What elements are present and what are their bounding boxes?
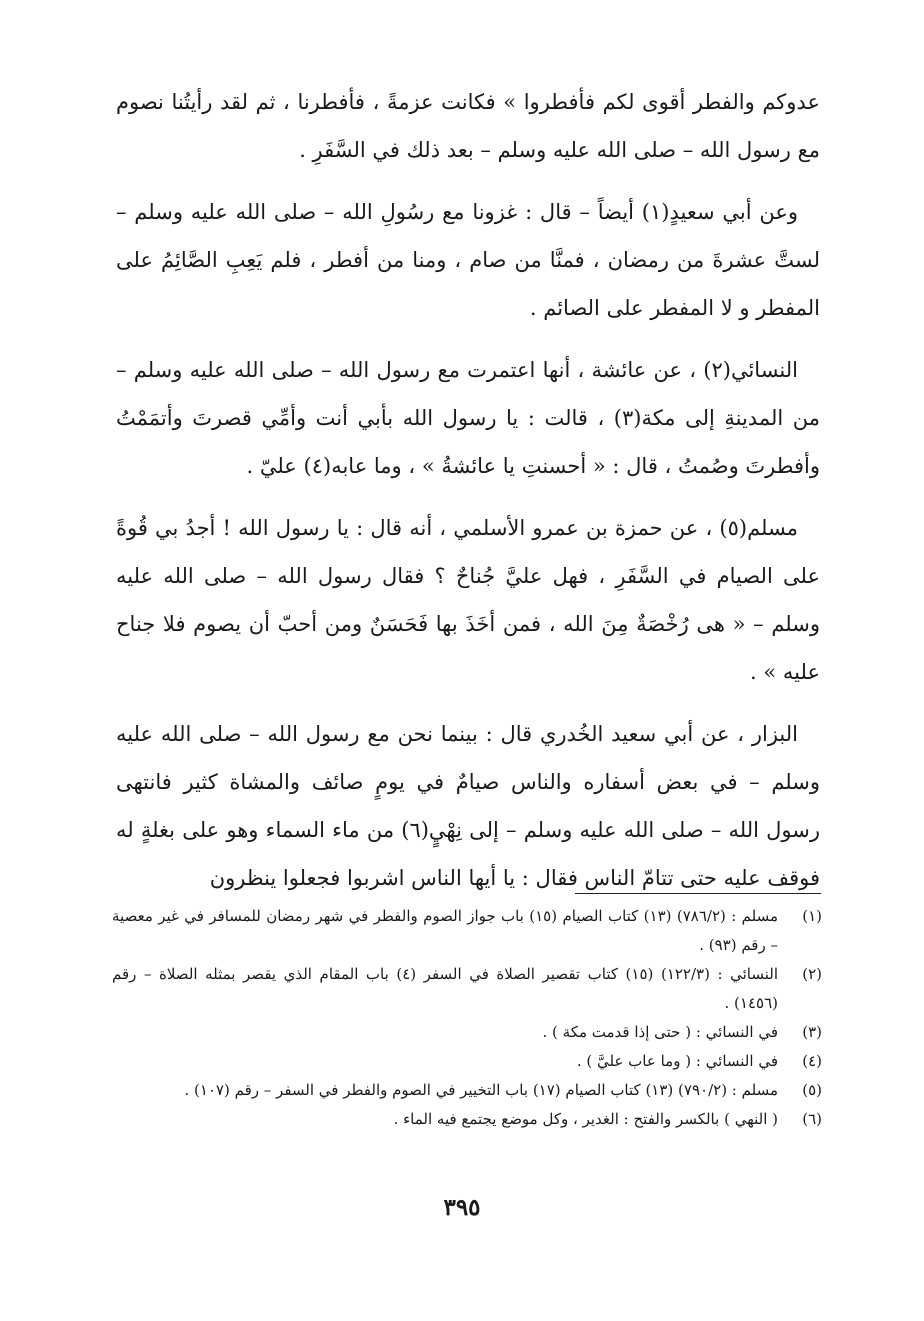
paragraph: وعن أبي سعيدٍ(١) أيضاً – قال : غزونا مع رسُولِ الله – صلى الله عليه وسلم – لستَّ عشرةَ من رمضان ، فمنَّا من صام ، ومنا من أفطر ، فلم يَعِبِ الصَّائِمُ على المفطر و لا المفطر على الصائم . bbox=[116, 200, 820, 320]
footnote-number: (٥) bbox=[802, 1081, 822, 1099]
footnote-item bbox=[112, 902, 822, 960]
footnote-text: مسلم : (٧٩٠/٢) (١٣) كتاب الصيام (١٧) باب التخيير في الصوم والفطر في السفر – رقم (١٠٧) . bbox=[184, 1081, 778, 1099]
footnote-text: في النسائي : ( حتى إذا قدمت مكة ) . bbox=[542, 1023, 778, 1041]
main-text bbox=[116, 78, 820, 916]
footnote-number: (٢) bbox=[802, 965, 822, 983]
footnote-text: مسلم : (٧٨٦/٢) (١٣) كتاب الصيام (١٥) باب جواز الصوم والفطر في شهر رمضان للمسافر في غير معصية – رقم (٩٣) . bbox=[112, 907, 779, 954]
footnote-item bbox=[112, 1076, 822, 1105]
paragraph: مسلم(٥) ، عن حمزة بن عمرو الأسلمي ، أنه قال : يا رسول الله ! أجدُ بي قُوةً على الصيام في السَّفَرِ ، فهل عليَّ جُناحٌ ؟ فقال رسول الله – صلى الله عليه وسلم – « هى رُخْصَةٌ مِنَ الله ، فمن أخَذَ بها فَحَسَنٌ ومن أحبّ أن يصوم فلا جناح عليه » . bbox=[116, 516, 820, 684]
footnote-text: النسائي : (١٢٢/٣) (١٥) كتاب تقصير الصلاة في السفر (٤) باب المقام الذي يقصر بمثله الصلاة – رقم (١٤٥٦) . bbox=[112, 965, 778, 1012]
footnote-text: ( النهي ) بالكسر والفتح : الغدير ، وكل موضع يجتمع فيه الماء . bbox=[393, 1110, 778, 1128]
footnote-item bbox=[112, 960, 822, 1018]
footnote-text: في النسائي : ( وما عاب عليَّ ) . bbox=[576, 1052, 778, 1070]
page-number: ٣٩٥ bbox=[443, 1194, 481, 1221]
footnote-item bbox=[112, 1105, 822, 1134]
footnote-item bbox=[112, 1047, 822, 1076]
footnotes bbox=[112, 902, 822, 1134]
paragraph: النسائي(٢) ، عن عائشة ، أنها اعتمرت مع رسول الله – صلى الله عليه وسلم – من المدينةِ إلى مكة(٣) ، قالت : يا رسول الله بأبي أنت وأمِّي قصرتَ وأتمَمْتُ وأفطرتَ وصُمتُ ، قال : « أحسنتِ يا عائشةُ » ، وما عابه(٤) عليّ . bbox=[116, 358, 820, 478]
footnote-separator bbox=[575, 893, 821, 894]
paragraph: البزار ، عن أبي سعيد الخُدري قال : بينما نحن مع رسول الله – صلى الله عليه وسلم – في بعض أسفاره والناس صيامٌ في يومٍ صائف والمشاة كثير فانتهى رسول الله – صلى الله عليه وسلم – إلى نِهْيٍ(٦) من ماء السماء وهو على بغلةٍ له فوقف عليه حتى تتامّ الناس فقال : يا أيها الناس اشربوا فجعلوا ينظرون bbox=[116, 722, 820, 890]
footnote-number: (٣) bbox=[802, 1023, 822, 1041]
footnote-item bbox=[112, 1018, 822, 1047]
footnote-number: (٦) bbox=[802, 1110, 822, 1128]
footnote-number: (١) bbox=[802, 907, 822, 925]
footnote-number: (٤) bbox=[802, 1052, 822, 1070]
paragraph: عدوكم والفطر أقوى لكم فأفطروا » فكانت عزمةً ، فأفطرنا ، ثم لقد رأيتُنا نصوم مع رسول الله – صلى الله عليه وسلم – بعد ذلك في السَّفَرِ . bbox=[116, 90, 820, 162]
